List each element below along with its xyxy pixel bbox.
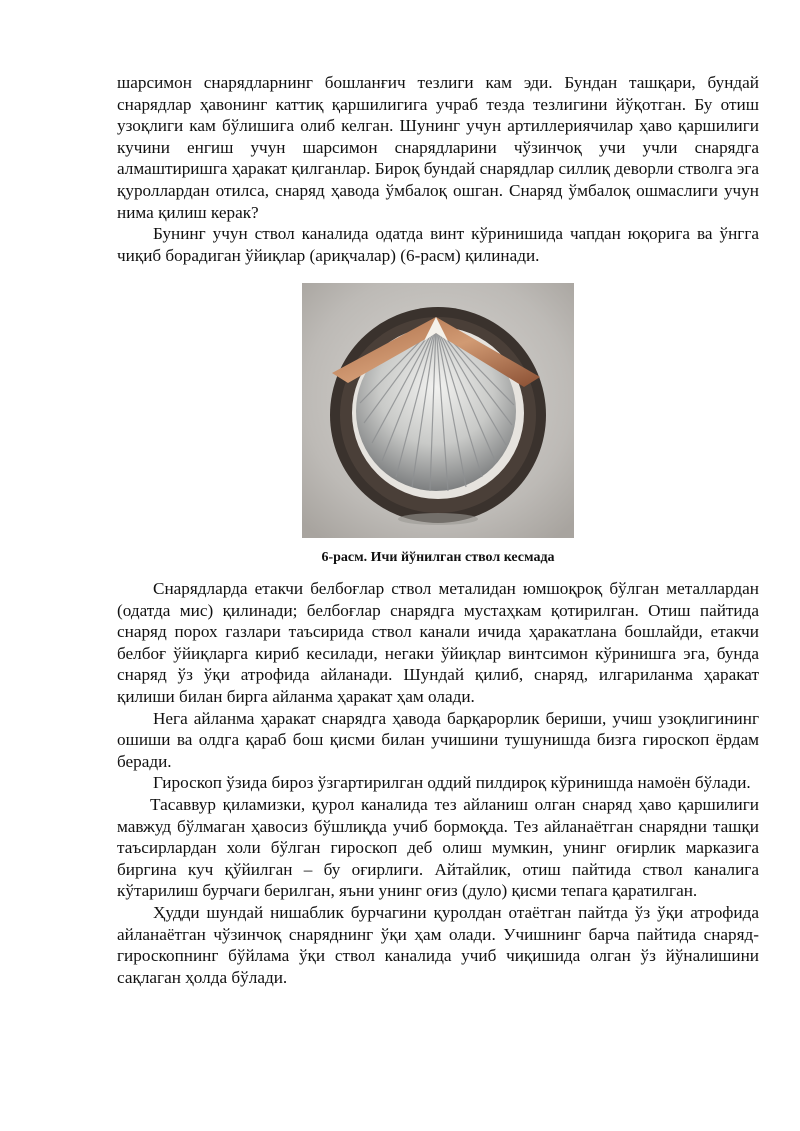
- paragraph-2: Бунинг учун ствол каналида одатда винт кўринишида чапдан юқорига ва ўнгга чиқиб борадиган ўйиқлар (ариқчалар) (6-расм) қилинади.: [117, 224, 759, 265]
- paragraph-7: Ҳудди шундай нишаблик бурчагини қуролдан отаётган пайтда ўз ўқи атрофида айланаётган чўзинчоқ снаряднинг ўқи ҳам олади. Учишнинг барча пайтида снаряд-гироскопнинг бўйлама ўқи ствол каналида учиб чиқишида олган ўз йўналишини сақлаган ҳолда бўлади.: [117, 902, 759, 987]
- paragraph-4: Нега айланма ҳаракат снарядга ҳавода барқарорлик бериши, учиш узоқлигининг ошиши ва олдга қараб бош қисми билан учишини тушунишда бизга гироскоп ёрдам беради.: [117, 708, 759, 771]
- text-block-top: [117, 72, 759, 266]
- figure-caption: 6-расм. Ичи йўнилган ствол кесмада: [321, 550, 555, 565]
- paragraph-1: шарсимон снарядларнинг бошланғич тезлиги кам эди. Бундан ташқари, бундай снарядлар ҳавонинг каттиқ қаршилигига учраб тезда тезлигини йўқотган. Бу отиш узоқлиги кам бўлишига олиб келган. Шунинг учун артиллериячилар ҳаво қаршилиги кучини енгиш учун шарсимон снарядларини чўзинчоқ учи учли снарядга алмаштиришга ҳаракат қилганлар. Бироқ бундай снарядлар силлиқ деворли стволга эга қуроллардан отилса, снаряд ҳавода ўмбалоқ ошган. Снаряд ўмбалоқ ошмаслиги учун нима қилиш керак?: [117, 73, 759, 222]
- rifled-barrel-cross-section-icon: [302, 283, 574, 538]
- paragraph-6: Тасаввур қиламизки, қурол каналида тез айланиш олган снаряд ҳаво қаршилиги мавжуд бўлмаган ҳавосиз бўшлиқда учиб бормоқда. Тез айланаётган снарядни ташқи таъсирлардан холи бўлган гироскоп деб олиш мумкин, унинг оғирлик марказига биргина куч қўйилган – бу оғирлиги. Айтайлик, отиш пайтида ствол каналига кўтарилиш бурчаги берилган, яъни унинг оғиз (дуло) қисми тепага қаратилган.: [117, 794, 759, 901]
- paragraph-3: Снарядларда етакчи белбоғлар ствол металидан юмшоқроқ бўлган металлардан (одатда мис) қилинади; белбоғлар снарядга мустаҳкам қотирилган. Отиш пайтида снаряд порох газлари таъсирида ствол канали ичида ҳаракатлана бошлайди, етакчи белбоғ ўйиқларга кириб кесилади, негаки ўйиқлар винтсимон кўринишга эга, бунда снаряд ўз ўқи атрофида айланади. Шундай қилиб, снаряд, илгариланма ҳаракат қилиши билан бирга айланма ҳаракат ҳам олади.: [117, 579, 759, 706]
- text-block-bottom: [117, 578, 759, 988]
- paragraph-5: Гироскоп ўзида бироз ўзгартирилган оддий пилдироқ кўринишда намоён бўлади.: [153, 773, 751, 793]
- figure-6-image: [302, 283, 574, 538]
